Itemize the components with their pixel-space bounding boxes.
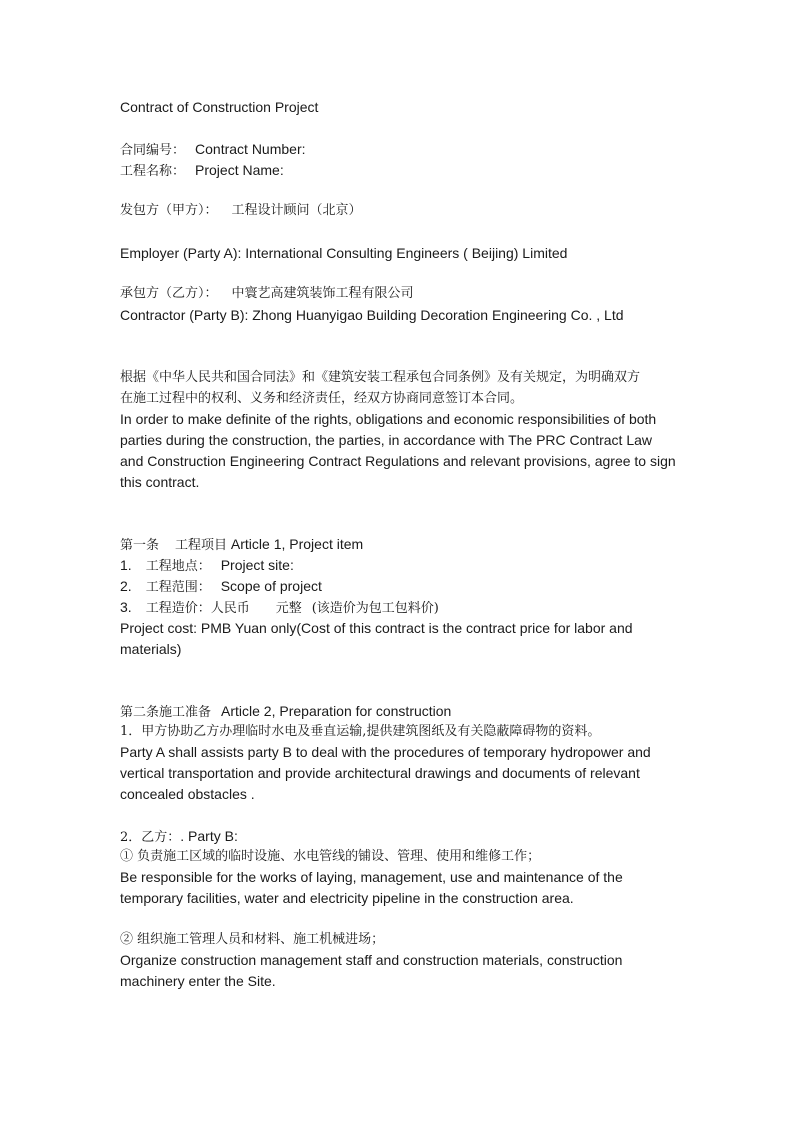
item-label-en: Project site: xyxy=(220,557,294,573)
article2-heading xyxy=(120,702,451,722)
contract-number-line xyxy=(120,140,306,160)
project-name-line xyxy=(120,161,284,181)
contractor-line-en: Contractor (Party B): Zhong Huanyigao Building Decoration Engineering Co. , Ltd xyxy=(120,307,624,323)
contract-number-label-en: Contract Number: xyxy=(195,141,306,157)
item-label-cn: 工程范围： xyxy=(145,580,211,595)
article2-item1-cn: 1．甲方协助乙方办理临时水电及垂直运输,提供建筑图纸及有关隐蔽障碍物的资料。 xyxy=(120,724,601,739)
article1-item1 xyxy=(120,556,294,576)
party-b-label-en: . Party B: xyxy=(180,828,238,844)
article2-item1-en-line: concealed obstacles . xyxy=(120,786,255,802)
article1-item3 xyxy=(120,598,439,618)
contractor-value-cn: 中寰艺高建筑装饰工程有限公司 xyxy=(231,286,414,301)
project-name-label-en: Project Name: xyxy=(195,162,284,178)
item-label-cn: 工程造价：人民币 xyxy=(145,601,250,616)
article1-title-cn: 工程项目 xyxy=(175,538,228,553)
item-label-cn: 工程地点： xyxy=(145,559,211,574)
preamble-en-line: and Construction Engineering Contract Regulations and relevant provisions, agree to sign xyxy=(120,453,676,469)
article1-heading xyxy=(120,535,363,555)
article2-title-cn: 第二条施工准备 xyxy=(120,705,212,720)
preamble-cn-line: 在施工过程中的权利、义务和经济责任，经双方协商同意签订本合同。 xyxy=(120,391,524,406)
employer-line-en: Employer (Party A): International Consulting Engineers ( Beijing) Limited xyxy=(120,245,568,261)
article1-item2 xyxy=(120,577,322,597)
party-b-label-cn: 2．乙方： xyxy=(120,830,181,845)
preamble-cn-line: 根据《中华人民共和国合同法》和《建筑安装工程承包合同条例》及有关规定，为明确双方 xyxy=(120,370,641,385)
employer-line-cn xyxy=(120,202,362,220)
contract-number-label-cn: 合同编号： xyxy=(120,143,186,158)
contractor-line-cn xyxy=(120,285,414,303)
project-cost-en-line: Project cost: PMB Yuan only(Cost of this contract is the contract price for labor and xyxy=(120,620,633,636)
item-number: 3. xyxy=(120,599,132,615)
employer-value-cn: 工程设计顾问（北京） xyxy=(231,203,362,218)
project-cost-en-line: materials) xyxy=(120,641,182,657)
article2-item1-en-line: vertical transportation and provide architectural drawings and documents of relevant xyxy=(120,765,640,781)
article2-sub2-en-line: Organize construction management staff and construction materials, construction xyxy=(120,952,623,968)
article2-item2-label xyxy=(120,827,238,847)
article2-item1-en-line: Party A shall assists party B to deal with the procedures of temporary hydropower and xyxy=(120,744,651,760)
article2-sub1-en-line: temporary facilities, water and electricity pipeline in the construction area. xyxy=(120,890,574,906)
item-number: 1. xyxy=(120,557,132,573)
item-label-en: Scope of project xyxy=(220,578,322,594)
preamble-en-line: In order to make definite of the rights, obligations and economic responsibilities of both xyxy=(120,411,657,427)
contractor-label-cn: 承包方（乙方）： xyxy=(120,286,218,301)
item-number: 2. xyxy=(120,578,132,594)
project-name-label-cn: 工程名称： xyxy=(120,164,186,179)
item-unit-cn: 元整 xyxy=(275,601,302,616)
preamble-en-line: this contract. xyxy=(120,474,200,490)
article2-title-en: Article 2, Preparation for construction xyxy=(221,703,452,719)
article2-sub2-cn: ② 组织施工管理人员和材料、施工机械进场； xyxy=(120,932,385,947)
article2-sub2-en-line: machinery enter the Site. xyxy=(120,973,276,989)
document-title: Contract of Construction Project xyxy=(120,99,319,115)
preamble-en-line: parties during the construction, the parties, in accordance with The PRC Contract Law xyxy=(120,432,653,448)
article1-number-cn: 第一条 xyxy=(120,538,160,553)
article1-title-en: Article 1, Project item xyxy=(230,536,364,552)
employer-label-cn: 发包方（甲方）： xyxy=(120,203,218,218)
article2-sub1-en-line: Be responsible for the works of laying, management, use and maintenance of the xyxy=(120,869,623,885)
item-note-cn: (该造价为包工包料价) xyxy=(311,601,439,616)
article2-sub1-cn: ① 负责施工区域的临时设施、水电管线的铺设、管理、使用和维修工作； xyxy=(120,849,541,864)
